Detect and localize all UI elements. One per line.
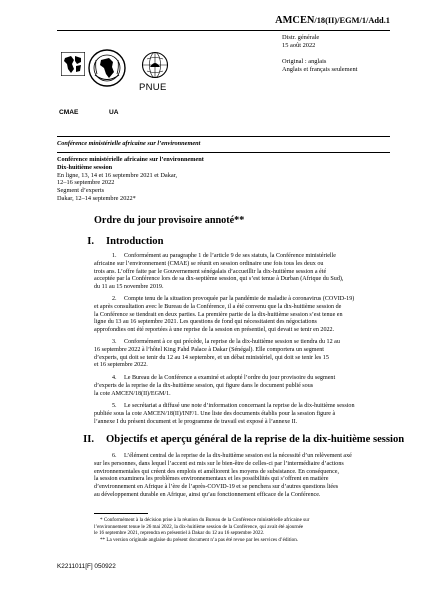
paragraph-3: 3. Conformément à ce qui précède, la reprise de la dix-huitième session se tiendra du 12 au 16 septembre 2022 à l’hôtel King Fahd Palace à Dakar (Sénégal). Elle comportera un segment d’experts, qui doit se tenir du 12 au 14 septembre, et un débat ministériel, qui doit se tenir les 15 et 16 septembre 2022. bbox=[94, 339, 340, 369]
banner-rule-thin bbox=[57, 152, 390, 153]
footnote-rule bbox=[94, 513, 148, 514]
section-heading-objectives: II. Objectifs et aperçu général de la reprise de la dix-huitième session bbox=[83, 434, 405, 445]
original-language: Original : anglais bbox=[282, 58, 327, 66]
logo-block bbox=[57, 46, 232, 126]
document-symbol: AMCEN/18(II)/EGM/1/Add.1 bbox=[275, 15, 390, 26]
footnote-1: * Conformément à la décision prise à la réunion du Bureau de la Conférence ministérielle africaine sur bbox=[100, 517, 310, 523]
cmae-logo bbox=[61, 52, 85, 76]
paragraph-5: 5. Le secrétariat a diffusé une note d’information concernant la reprise de la dix-huitième session publiée sous la cote AMCEN/18(II)/INF/1. Une liste des documents établis pour la session figure à l’annexe I du présent document et le programme de travail est exposé à l’annexe II. bbox=[94, 403, 355, 425]
distribution-block bbox=[282, 34, 357, 74]
meeting-info: Conférence ministérielle africaine sur l’environnement Dix-huitième session En ligne, 13, 14 et 16 septembre 2021 et Dakar, 12–16 septembre 2022 Segment d’experts Dakar, 12–14 septembre 2022* bbox=[57, 156, 204, 202]
header-rule bbox=[57, 30, 390, 31]
section-heading-introduction: I. Introduction bbox=[87, 236, 164, 247]
paragraph-6: 6. L’élément central de la reprise de la dix-huitième session est la nécessité d’un relèvement axé sur les personnes, dans lequel l’accent est mis sur le bien-être de celles-ci par l’intermédiaire d’actions environnementales qui créent des emplois et améliorent les moyens de subsistance. En conséquence, la session examinera les problèmes environnementaux et les possibilités qui s’offrent en matière d’environnement en Afrique à l’ère de l’après-COVID-19 et se penchera sur d’autres questions liées au développement durable en Afrique, ainsi qu’au fonctionnement efficace de la Conférence. bbox=[94, 453, 352, 498]
pnue-emblem bbox=[141, 51, 169, 79]
paragraph-4: 4. Le Bureau de la Conférence a examiné et adopté l’ordre du jour provisoire du segment d’experts de la reprise de la dix-huitième session, qui figure dans le document publié sous la cote AMCEN/18(II)/EGM/1. bbox=[94, 375, 336, 397]
pnue-caption: PNUE bbox=[139, 82, 167, 93]
ua-emblem bbox=[87, 48, 127, 88]
distribution-type: Distr. générale bbox=[282, 34, 320, 41]
footnote-2: ** La version originale anglaise du présent document n’a pas été revue par les services d’édition. bbox=[100, 536, 299, 543]
cmae-caption: CMAE bbox=[59, 109, 79, 116]
job-number: K2211011[F] 050922 bbox=[57, 563, 116, 570]
agenda-title: Ordre du jour provisoire annoté** bbox=[94, 215, 245, 226]
conference-banner: Conférence ministérielle africaine sur l’environnement bbox=[57, 140, 201, 147]
languages: Anglais et français seulement bbox=[282, 66, 358, 74]
paragraph-1: 1. Conformément au paragraphe 1 de l’article 9 de ses statuts, la Conférence ministérielle africaine sur l’environnement (CMAE) se réunit en session ordinaire une fois tous les deux ou trois ans. L’offre faite par le Gouvernement sénégalais d’accueillir la dix-huitième session a été acceptée par la Conférence lors de sa dix-septième session, qui s’est tenue à Durban (Afrique du Sud), du 11 au 15 novembre 2019. bbox=[94, 253, 344, 290]
distribution-date: 15 août 2022 bbox=[282, 42, 316, 50]
footnotes: * Conformément à la décision prise à la réunion du Bureau de la Conférence ministérielle africaine sur l’environnement tenue le 26 mai 2022, la dix-huitième session de la Conférence, qui avait été ajournée le 16 septembre 2021, reprendra en présentiel à Dakar du 12 au 16 septembre 2022. ** La version originale anglaise du présent document n’a pas été revue par les services d’édition. bbox=[94, 517, 394, 543]
banner-rule bbox=[57, 136, 390, 137]
ua-caption: UA bbox=[109, 109, 119, 116]
paragraph-2: 2. Compte tenu de la situation provoquée par la pandémie de maladie à coronavirus (COVID-19) et après consultation avec le Bureau de la Conférence, il a été convenu que la dix-huitième session de la Conférence se tiendrait en deux parties. La première partie de la dix-huitième session s’est tenue en ligne du 13 au 16 septembre 2021. Les questions de fond qui nécessitaient des négociations approfondies ont été reportées à une reprise de la session en présentiel, qui devait se tenir en 2022. bbox=[94, 296, 355, 333]
